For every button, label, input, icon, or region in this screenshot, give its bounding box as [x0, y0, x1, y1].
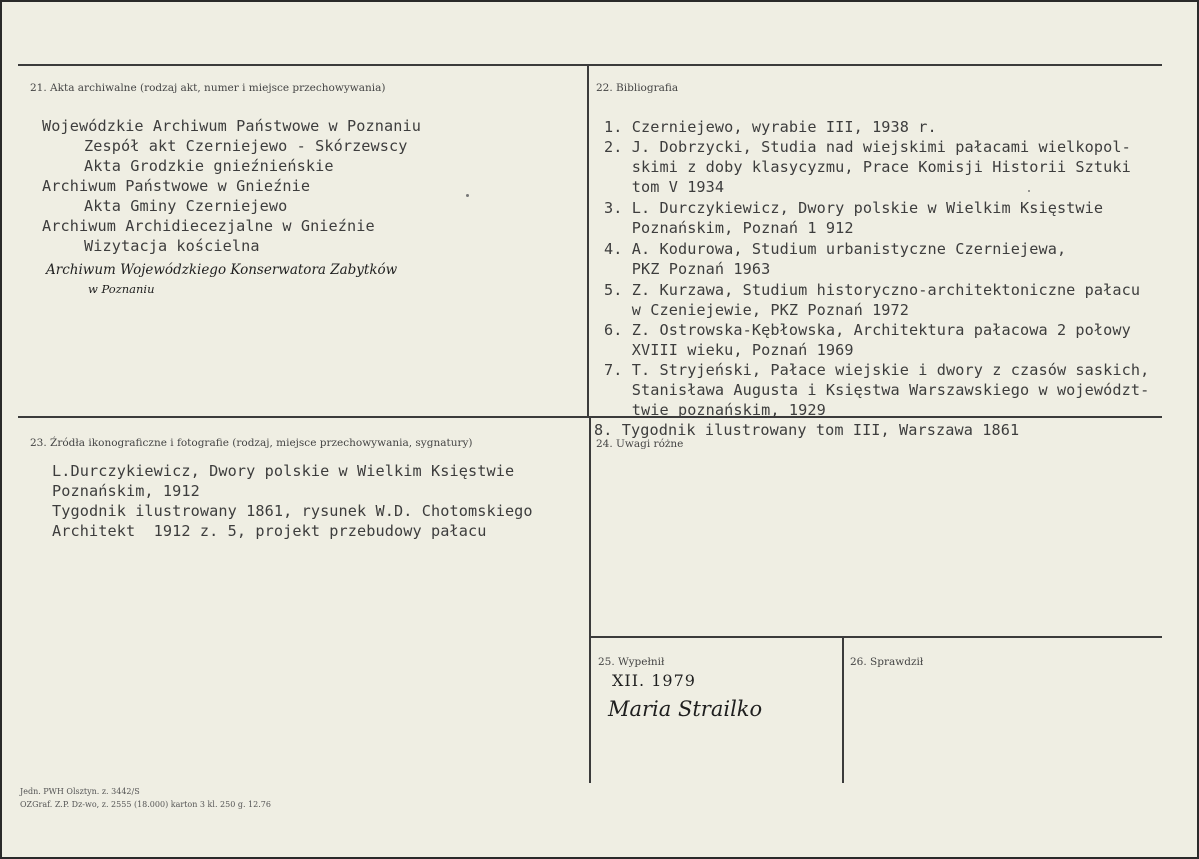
signature-box-rule [590, 636, 1162, 638]
bibliography-line: 2. J. Dobrzycki, Studia nad wiejskimi pałacami wielkopol- [604, 138, 1131, 156]
section-25-label: 25. Wypełnił [598, 656, 665, 668]
bibliography-line: Poznańskim, Poznań 1 912 [604, 219, 854, 237]
section-23-label: 23. Źródła ikonograficzne i fotografie (rodzaj, miejsce przechowywania, sygnatury) [30, 437, 473, 449]
bibliography-line: 4. A. Kodurowa, Studium urbanistyczne Czerniejewa, [604, 240, 1067, 258]
bibliography-line: 8. Tygodnik ilustrowany tom III, Warszawa 1861 [594, 421, 1020, 439]
top-rule [18, 64, 1162, 66]
center-divider [587, 65, 589, 417]
bibliography-line: skimi z doby klasycyzmu, Prace Komisji Historii Sztuki [604, 158, 1131, 176]
bibliography-line: twie poznańskim, 1929 [604, 401, 826, 419]
iconography-line: Poznańskim, 1912 [52, 482, 200, 500]
bibliography-line: 3. L. Durczykiewicz, Dwory polskie w Wielkim Księstwie [604, 199, 1104, 217]
bibliography-line: 6. Z. Ostrowska-Kębłowska, Architektura pałacowa 2 połowy [604, 321, 1131, 339]
bibliography-line: PKZ Poznań 1963 [604, 260, 771, 278]
section-26-label: 26. Sprawdził [850, 656, 924, 668]
section-24-label: 24. Uwagi różne [596, 438, 684, 450]
archive-line: Archiwum Państwowe w Gnieźnie [42, 177, 311, 195]
bibliography-line: 1. Czerniejewo, wyrabie III, 1938 r. [604, 118, 937, 136]
bibliography-line: XVIII wieku, Poznań 1969 [604, 341, 854, 359]
archive-line: Archiwum Archidiecezjalne w Gnieźnie [42, 217, 375, 235]
bibliography-line: Stanisława Augusta i Księstwa Warszawskiego w województ- [604, 381, 1150, 399]
right-column-divider [589, 418, 591, 783]
iconography-line: L.Durczykiewicz, Dwory polskie w Wielkim Księstwie [52, 462, 515, 480]
paper-speck [1028, 190, 1030, 192]
handwritten-date: XII. 1979 [612, 671, 696, 690]
archive-line: Zespół akt Czerniejewo - Skórzewscy [84, 137, 408, 155]
signature-box-divider [842, 637, 844, 783]
iconography-line: Tygodnik ilustrowany 1861, rysunek W.D. Chotomskiego [52, 502, 533, 520]
archive-line: Akta Grodzkie gnieźnieńskie [84, 157, 334, 175]
handwritten-archive-note: Archiwum Wojewódzkiego Konserwatora Zabytków [46, 262, 398, 278]
printer-imprint-line: OZGraf. Z.P. Dz-wo, z. 2555 (18.000) karton 3 kl. 250 g. 12.76 [20, 800, 271, 809]
bibliography-line: w Czeniejewie, PKZ Poznań 1972 [604, 301, 910, 319]
iconography-line: Architekt 1912 z. 5, projekt przebudowy pałacu [52, 522, 487, 540]
middle-rule-left [18, 416, 590, 418]
handwritten-archive-note: w Poznaniu [88, 282, 155, 296]
paper-speck [466, 194, 469, 197]
bibliography-line: tom V 1934 [604, 178, 725, 196]
printer-imprint-line: Jedn. PWH Olsztyn. z. 3442/S [20, 787, 140, 796]
section-21-label: 21. Akta archiwalne (rodzaj akt, numer i miejsce przechowywania) [30, 82, 386, 94]
bibliography-line: 5. Z. Kurzawa, Studium historyczno-architektoniczne pałacu [604, 281, 1141, 299]
archive-line: Wizytacja kościelna [84, 237, 260, 255]
section-22-label: 22. Bibliografia [596, 82, 679, 94]
handwritten-signature: Maria Strailko [608, 697, 763, 721]
bibliography-line: 7. T. Stryjeński, Pałace wiejskie i dwory z czasów saskich, [604, 361, 1150, 379]
archive-line: Akta Gminy Czerniejewo [84, 197, 288, 215]
archive-line: Wojewódzkie Archiwum Państwowe w Poznaniu [42, 117, 421, 135]
